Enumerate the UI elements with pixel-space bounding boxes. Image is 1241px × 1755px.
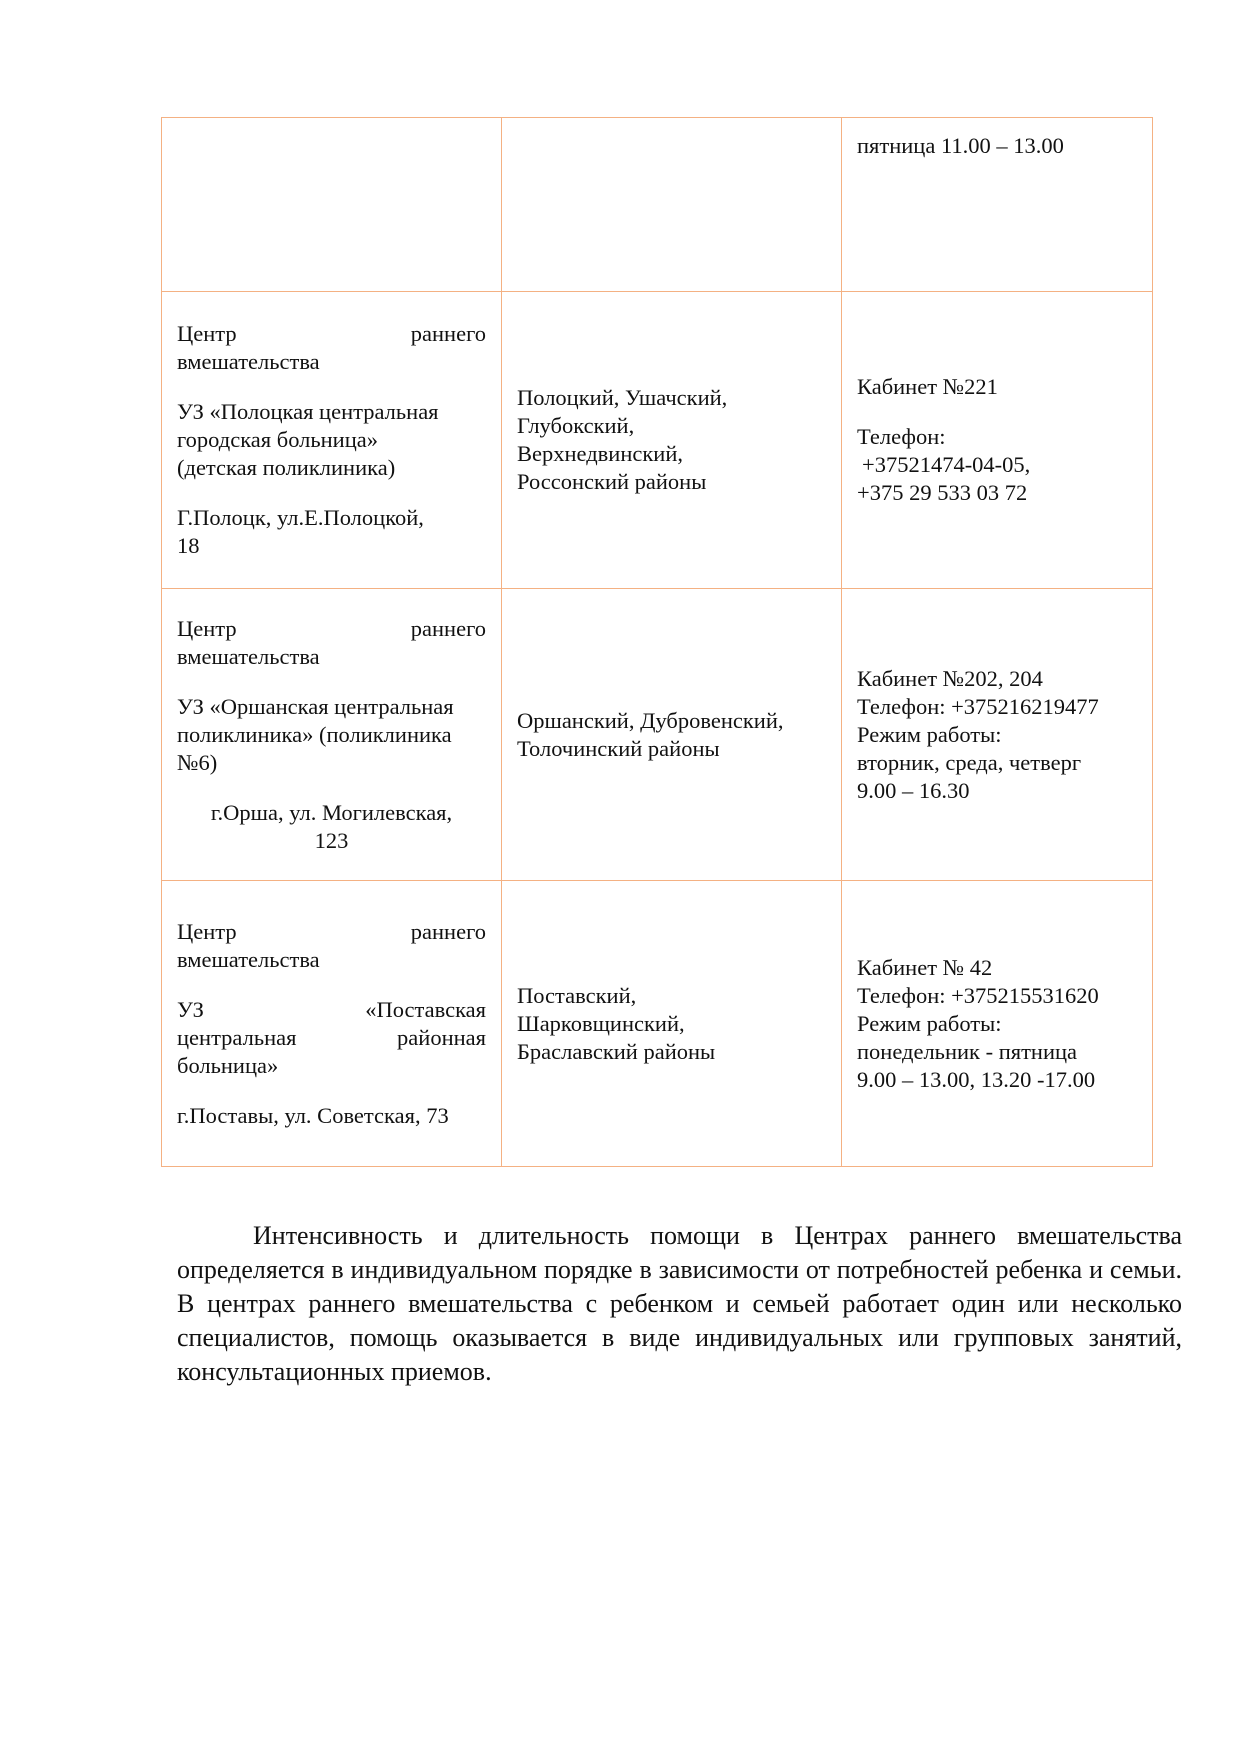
district-line: Глубокский, — [517, 413, 635, 438]
work-days: вторник, среда, четверг — [857, 749, 1082, 775]
address-line: Г.Полоцк, ул.Е.Полоцкой, — [177, 505, 424, 530]
work-mode-label: Режим работы: — [857, 721, 1002, 747]
phone-number: +375 29 533 03 72 — [857, 480, 1028, 505]
center-title-line: Центр раннего — [177, 918, 486, 944]
phone-text: Телефон: +375216219477 — [857, 693, 1099, 719]
phone-label: Телефон: — [857, 424, 946, 449]
district-line: Шарковщинский, — [517, 1010, 685, 1036]
district-line: Оршанский, Дубровенский, — [517, 707, 784, 733]
org-name-line: №6) — [177, 749, 218, 775]
center-cell — [162, 292, 502, 589]
cabinet-text: Кабинет №221 — [857, 374, 998, 399]
org-name-line: центральная районная — [177, 1024, 486, 1050]
district-line: Россонский районы — [517, 469, 707, 494]
org-name-line: городская больница» — [177, 427, 379, 452]
center-title-line: вмешательства — [177, 643, 320, 669]
contacts-cell — [842, 118, 1153, 292]
work-mode-label: Режим работы: — [857, 1010, 1002, 1036]
table-row — [162, 589, 1153, 881]
address-line: 123 — [314, 827, 349, 853]
address-line: 18 — [177, 533, 200, 558]
center-cell — [162, 589, 502, 881]
work-days: понедельник - пятница — [857, 1038, 1078, 1064]
districts-cell — [502, 589, 842, 881]
address-line: г.Орша, ул. Могилевская, — [210, 799, 453, 825]
org-name-line: поликлиника» (поликлиника — [177, 721, 452, 747]
hours-text: пятница 11.00 – 13.00 — [857, 133, 1064, 158]
center-title-line: вмешательства — [177, 349, 320, 374]
districts-cell — [502, 881, 842, 1167]
contacts-cell — [842, 292, 1153, 589]
contacts-cell — [842, 881, 1153, 1167]
contacts-cell — [842, 589, 1153, 881]
table-row — [162, 118, 1153, 292]
org-name-line: (детская поликлиника) — [177, 455, 396, 480]
district-line: Браславский районы — [517, 1038, 716, 1064]
center-cell — [162, 118, 502, 292]
cabinet-text: Кабинет №202, 204 — [857, 665, 1043, 691]
district-line: Поставский, — [517, 982, 637, 1008]
district-line: Толочинский районы — [517, 735, 720, 761]
center-cell — [162, 881, 502, 1167]
district-line: Полоцкий, Ушачский, — [517, 385, 728, 410]
org-name-line: больница» — [177, 1052, 279, 1078]
org-name-line: УЗ «Полоцкая центральная — [177, 399, 439, 424]
phone-number: +37521474-04-05, — [862, 452, 1031, 477]
center-title-line: вмешательства — [177, 946, 320, 972]
address-line: г.Поставы, ул. Советская, 73 — [177, 1102, 449, 1128]
district-line: Верхнедвинский, — [517, 441, 684, 466]
work-hours: 9.00 – 16.30 — [857, 777, 970, 803]
org-name-line: УЗ «Оршанская центральная — [177, 693, 454, 719]
table-row — [162, 881, 1153, 1167]
center-title-line: Центр раннего — [177, 321, 486, 346]
org-name-line: УЗ «Поставская — [177, 996, 486, 1022]
work-hours: 9.00 – 13.00, 13.20 -17.00 — [857, 1066, 1096, 1092]
center-title-line: Центр раннего — [177, 615, 486, 641]
table-row — [162, 292, 1153, 589]
cabinet-text: Кабинет № 42 — [857, 954, 993, 980]
body-paragraph: Интенсивность и длительность помощи в Центрах раннего вмешательства определяется в индивидуальном порядке в зависимости от потребностей ребенка и семьи. В центрах раннего вмешательства с ребенком и семьей работает один или несколько специалистов, помощь оказывается в виде индивидуальных или групповых занятий, консультационных приемов. — [177, 1221, 1182, 1386]
districts-cell — [502, 292, 842, 589]
phone-text: Телефон: +375215531620 — [857, 982, 1099, 1008]
districts-cell — [502, 118, 842, 292]
centers-table — [161, 117, 1153, 1167]
